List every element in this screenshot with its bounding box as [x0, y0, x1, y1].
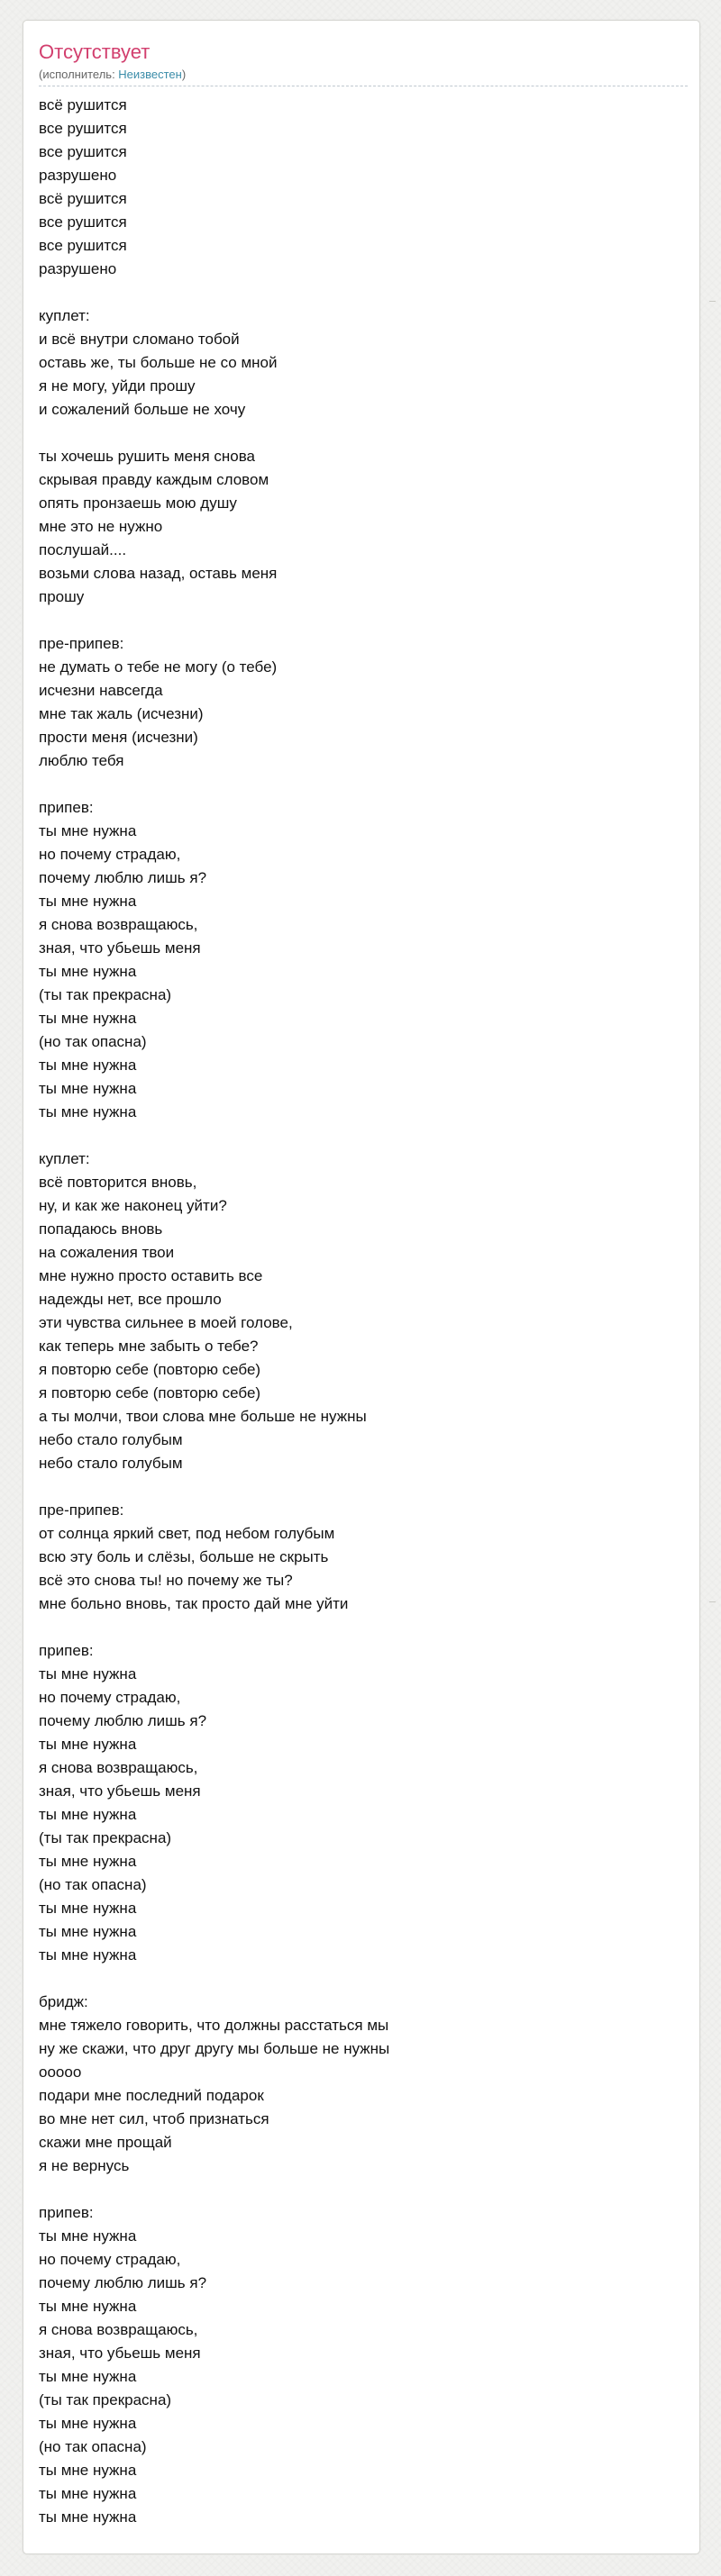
lyric-line: пре-припев: [39, 635, 124, 652]
lyric-line: мне так жаль (исчезни) [39, 705, 204, 722]
lyric-line: ты мне нужна [39, 2227, 137, 2245]
lyric-line: опять пронзаешь мою душу [39, 494, 237, 512]
lyric-line: и всё внутри сломано тобой [39, 331, 240, 348]
lyric-line: (но так опасна) [39, 1033, 147, 1050]
lyric-line: скажи мне прощай [39, 2134, 172, 2151]
edge-mark [709, 1601, 716, 1602]
lyric-line: всё рушится [39, 190, 127, 207]
lyric-line: ты мне нужна [39, 1923, 137, 1940]
lyric-line: ты мне нужна [39, 1665, 137, 1683]
artist-prefix: (исполнитель: [39, 68, 119, 81]
lyric-line: почему люблю лишь я? [39, 1712, 207, 1729]
lyric-line: ты мне нужна [39, 1080, 137, 1097]
lyric-line: от солнца яркий свет, под небом голубым [39, 1525, 335, 1542]
lyric-line: пре-припев: [39, 1501, 124, 1519]
lyrics-card [23, 20, 700, 2554]
lyric-line: ну же скажи, что друг другу мы больше не нужны [39, 2040, 390, 2057]
lyric-line: надежды нет, все прошло [39, 1291, 222, 1308]
lyric-line: люблю тебя [39, 752, 124, 769]
lyric-line: не думать о тебе не могу (о тебе) [39, 658, 278, 676]
lyric-line: скрывая правду каждым словом [39, 471, 269, 488]
lyric-line: я снова возвращаюсь, [39, 2321, 198, 2338]
lyric-line: ты мне нужна [39, 2508, 137, 2526]
lyric-line: всё это снова ты! но почему же ты? [39, 1572, 293, 1589]
lyric-line: ооооо [39, 2064, 82, 2081]
lyric-line: оставь же, ты больше не со мной [39, 354, 278, 371]
lyric-line [39, 1475, 684, 1499]
lyric-line: все рушится [39, 143, 127, 160]
lyric-line: мне больно вновь, так просто дай мне уйти [39, 1595, 349, 1612]
lyric-line: почему люблю лишь я? [39, 2274, 207, 2291]
lyric-line [39, 281, 684, 304]
lyric-line: ты мне нужна [39, 2298, 137, 2315]
lyric-line: ты мне нужна [39, 1736, 137, 1753]
lyric-line [39, 1124, 684, 1147]
lyric-line: ты мне нужна [39, 1010, 137, 1027]
lyric-line: я не могу, уйди прошу [39, 377, 196, 395]
lyric-line: разрушено [39, 260, 117, 277]
lyric-line: я повторю себе (повторю себе) [39, 1384, 261, 1401]
lyric-line: припев: [39, 799, 94, 816]
lyric-line: ты мне нужна [39, 893, 137, 910]
lyric-line: (ты так прекрасна) [39, 986, 172, 1003]
lyric-line: и сожалений больше не хочу [39, 401, 246, 418]
lyric-line: возьми слова назад, оставь меня [39, 565, 278, 582]
song-title: Отсутствует [39, 41, 151, 63]
lyric-line: все рушится [39, 213, 127, 231]
lyric-line: почему люблю лишь я? [39, 869, 207, 886]
lyric-line: зная, что убьешь меня [39, 939, 201, 957]
lyric-line: (ты так прекрасна) [39, 2391, 172, 2408]
lyric-line: все рушится [39, 120, 127, 137]
lyric-line: ты мне нужна [39, 2415, 137, 2432]
lyric-line [39, 2178, 684, 2201]
lyric-line: небо стало голубым [39, 1431, 183, 1448]
lyric-line: ты мне нужна [39, 1900, 137, 1917]
lyric-line: ты мне нужна [39, 2368, 137, 2385]
lyric-line: разрушено [39, 167, 117, 184]
lyric-line: но почему страдаю, [39, 2251, 181, 2268]
lyric-line: ты хочешь рушить меня снова [39, 448, 256, 465]
lyric-line: но почему страдаю, [39, 846, 181, 863]
lyric-line: (но так опасна) [39, 2438, 147, 2455]
lyric-line: небо стало голубым [39, 1455, 183, 1472]
lyric-line: (ты так прекрасна) [39, 1829, 172, 1846]
lyric-line: ты мне нужна [39, 2485, 137, 2502]
lyric-line [39, 1967, 684, 1991]
lyric-line: ты мне нужна [39, 1103, 137, 1120]
lyric-line: прошу [39, 588, 85, 605]
artist-link[interactable]: Неизвестен [118, 68, 182, 81]
lyric-line: попадаюсь вновь [39, 1220, 163, 1238]
artist-line [39, 68, 688, 86]
lyric-line: я повторю себе (повторю себе) [39, 1361, 261, 1378]
lyric-line: куплет: [39, 1150, 90, 1167]
lyric-line: я снова возвращаюсь, [39, 916, 198, 933]
lyric-line [39, 773, 684, 796]
artist-suffix: ) [181, 68, 187, 81]
lyric-line: мне нужно просто оставить все [39, 1267, 263, 1284]
lyrics-body [39, 94, 684, 2529]
lyric-line: ты мне нужна [39, 1057, 137, 1074]
lyric-line: подари мне последний подарок [39, 2087, 264, 2104]
lyric-line: зная, что убьешь меня [39, 1782, 201, 1800]
lyric-line: мне тяжело говорить, что должны расстаться мы [39, 2017, 389, 2034]
lyric-line [39, 609, 684, 632]
edge-mark [709, 301, 716, 302]
lyric-line: ты мне нужна [39, 1853, 137, 1870]
lyric-line: как теперь мне забыть о тебе? [39, 1338, 259, 1355]
lyric-line: (но так опасна) [39, 1876, 147, 1893]
lyric-line: послушай.... [39, 541, 127, 558]
lyric-line: ты мне нужна [39, 822, 137, 839]
lyric-line: куплет: [39, 307, 90, 324]
lyric-line: всё повторится вновь, [39, 1174, 197, 1191]
lyric-line: эти чувства сильнее в моей голове, [39, 1314, 293, 1331]
lyric-line: но почему страдаю, [39, 1689, 181, 1706]
lyric-line: всю эту боль и слёзы, больше не скрыть [39, 1548, 329, 1565]
lyric-line: припев: [39, 1642, 94, 1659]
lyric-line [39, 1616, 684, 1639]
lyric-line: мне это не нужно [39, 518, 163, 535]
lyric-line: прости меня (исчезни) [39, 729, 198, 746]
lyric-line: ты мне нужна [39, 1806, 137, 1823]
lyric-line: я не вернусь [39, 2157, 130, 2174]
lyric-line: ну, и как же наконец уйти? [39, 1197, 227, 1214]
lyric-line: во мне нет сил, чтоб признаться [39, 2110, 269, 2127]
lyric-line: всё рушится [39, 96, 127, 113]
lyric-line: зная, что убьешь меня [39, 2345, 201, 2362]
lyric-line: ты мне нужна [39, 2462, 137, 2479]
lyric-line: на сожаления твои [39, 1244, 175, 1261]
lyric-line: ты мне нужна [39, 1946, 137, 1964]
lyric-line: бридж: [39, 1993, 88, 2010]
lyric-line: я снова возвращаюсь, [39, 1759, 198, 1776]
lyric-line: исчезни навсегда [39, 682, 163, 699]
lyric-line: а ты молчи, твои слова мне больше не нужны [39, 1408, 367, 1425]
lyric-line: ты мне нужна [39, 963, 137, 980]
lyric-line [39, 422, 684, 445]
lyric-line: припев: [39, 2204, 94, 2221]
lyric-line: все рушится [39, 237, 127, 254]
